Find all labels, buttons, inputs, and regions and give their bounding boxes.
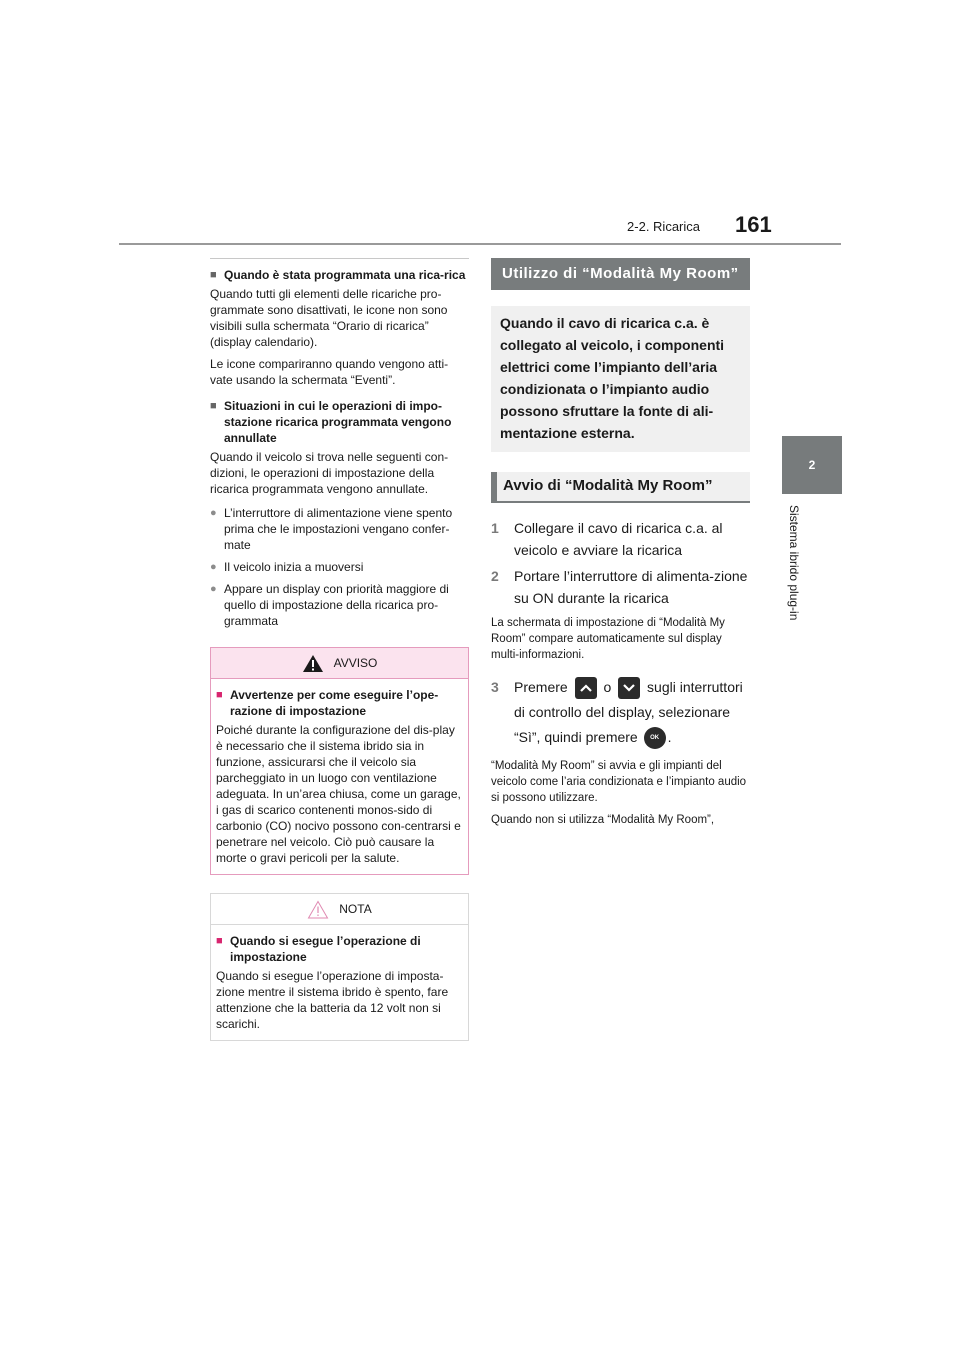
circle-bullet-icon: ●	[210, 507, 217, 519]
caution-triangle-icon	[307, 900, 329, 919]
paragraph: Quando tutti gli elementi delle ricariche pro-grammate sono disattivati, le icone non sono visibili sulla schermata “Orario di ricarica” (display calendario).	[210, 287, 448, 349]
right-column	[491, 258, 750, 834]
note-subheading: ■ Quando si esegue l’operazione di impostazione	[216, 934, 421, 964]
step-note: La schermata di impostazione di “Modalità My Room” compare automaticamente sul display multi-informazioni.	[491, 617, 725, 661]
down-arrow-button-icon	[618, 677, 640, 699]
paragraph: Le icone compariranno quando vengono atti-vate usando la schermata “Eventi”.	[210, 357, 449, 387]
subsection-title: Avvio di “Modalità My Room”	[491, 472, 750, 503]
result-note: “Modalità My Room” si avvia e gli impianti del veicolo come l’aria condizionata e l’impianto audio si possono utilizzare.	[491, 760, 747, 804]
up-arrow-button-icon	[575, 677, 597, 699]
step-item	[491, 675, 750, 750]
warning-subheading: ■ Avvertenze per come eseguire l’ope-razione di impostazione	[216, 688, 439, 718]
list-item: ● Il veicolo inizia a muoversi	[210, 560, 364, 574]
square-bullet-icon: ■	[210, 269, 217, 281]
step-text: Portare l’interruttore di alimenta-zione su ON durante la ricarica	[514, 568, 748, 606]
list-item: ● Appare un display con priorità maggiore di quello di impostazione della ricarica pro-grammata	[210, 582, 449, 628]
chapter-title: Sistema ibrido plug-in	[787, 505, 801, 621]
warning-title: AVVISO	[333, 656, 378, 670]
section-title: Utilizzo di “Modalità My Room”	[491, 258, 750, 290]
step-number: 1	[491, 520, 499, 536]
circle-bullet-icon: ●	[210, 561, 217, 573]
warning-header	[211, 648, 468, 679]
chapter-tab[interactable]	[782, 436, 842, 494]
warning-box	[210, 647, 469, 875]
header-divider	[119, 243, 841, 245]
step-text: Premere o sugli interruttori di controllo del display, selezionare “Sì”, quindi premere OK .	[514, 675, 750, 750]
step-number: 3	[491, 679, 499, 695]
subheading: ■ Situazioni in cui le operazioni di impo-stazione ricarica programmata vengono annullate	[210, 399, 452, 445]
step-item	[491, 517, 750, 561]
column-divider	[210, 258, 469, 259]
left-column	[210, 258, 469, 1041]
list-item: ● L’interruttore di alimentazione viene spento prima che le impostazioni vengano confer-mate	[210, 506, 453, 552]
chapter-number: 2	[808, 458, 816, 472]
square-bullet-icon: ■	[210, 400, 217, 412]
paragraph: Quando il veicolo si trova nelle seguenti con-dizioni, le operazioni di impostazione della ricarica programmata vengono annullate.	[210, 450, 449, 496]
note-title: NOTA	[339, 902, 372, 916]
square-bullet-icon: ■	[216, 935, 223, 947]
section-label: 2-2. Ricarica	[627, 219, 700, 234]
page-number: 161	[735, 212, 772, 237]
step-item	[491, 565, 750, 609]
square-bullet-icon: ■	[216, 689, 223, 701]
subheading: ■ Quando è stata programmata una rica-rica	[210, 268, 466, 282]
result-note: Quando non si utilizza “Modalità My Room”,	[491, 814, 715, 826]
warning-text: Poiché durante la configurazione del dis-play è necessario che il sistema ibrido sia in funzione, assicurarsi che il veicolo sia parcheggiato in un luogo con ventilazione adeguata. In un’area chiusa, come un garage, i gas di scarico contenenti monos-sido di carbonio (CO) nocivo possono con-centrarsi e penetrare nel veicolo. Ciò può causare la morte o gravi pericoli per la salute.	[216, 723, 461, 865]
step-text: Collegare il cavo di ricarica c.a. al veicolo e avviare la ricarica	[514, 520, 723, 558]
ok-button-icon: OK	[644, 727, 666, 749]
note-text: Quando si esegue l’operazione di imposta-zione mentre il sistema ibrido è spento, fare attenzione che la batteria da 12 volt non si scarichi.	[216, 969, 449, 1031]
note-box	[210, 893, 469, 1041]
intro-box: Quando il cavo di ricarica c.a. è collegato al veicolo, i componenti elettrici come l’impianto dell’aria condizionata o l’impianto audio possono sfruttare la fonte di ali-mentazione esterna.	[491, 306, 750, 452]
note-header	[211, 894, 468, 925]
circle-bullet-icon: ●	[210, 583, 217, 595]
warning-triangle-icon	[302, 654, 324, 673]
step-number: 2	[491, 568, 499, 584]
